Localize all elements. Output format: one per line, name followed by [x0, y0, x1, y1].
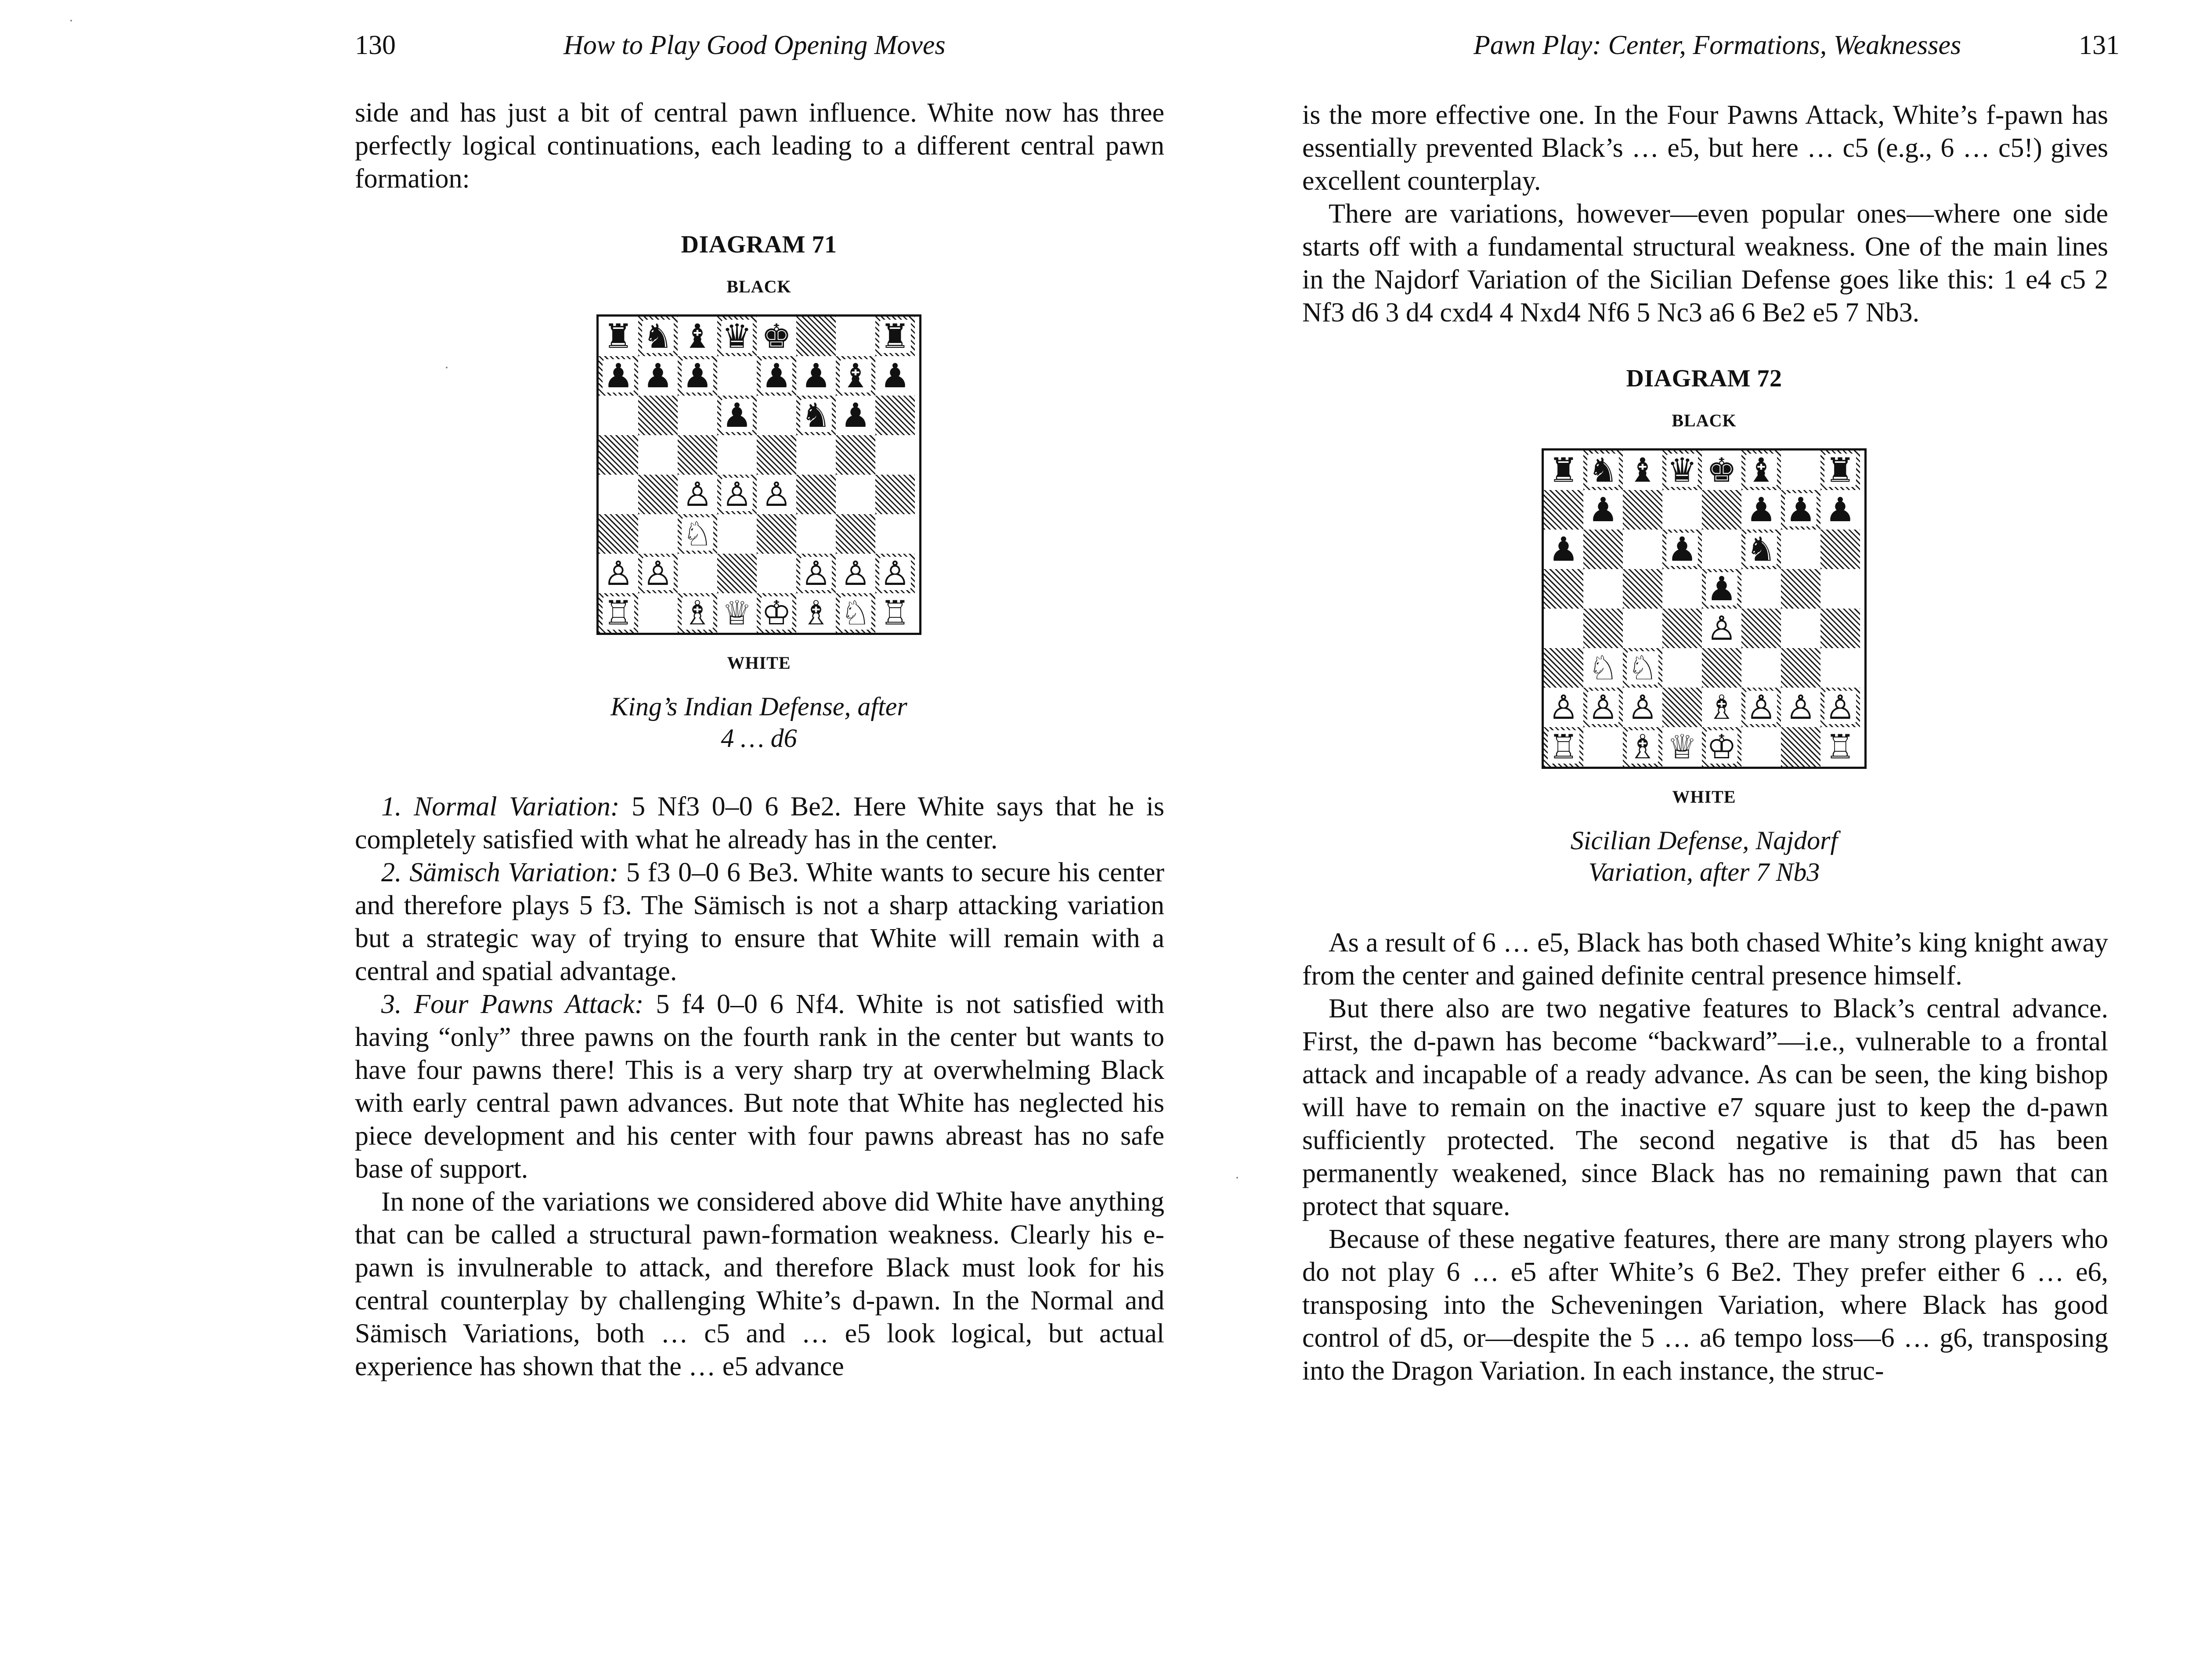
board-square — [1702, 490, 1741, 530]
board-square — [1662, 490, 1702, 530]
board-square — [599, 475, 638, 514]
black-bishop-icon: ♝ — [1746, 451, 1777, 490]
board-square — [1662, 530, 1702, 569]
board-square — [1741, 609, 1781, 648]
white-pawn-icon: ♙ — [840, 554, 871, 593]
body-text-block — [355, 790, 1164, 1383]
board-square — [678, 475, 717, 514]
white-bishop-icon: ♗ — [801, 593, 831, 632]
top-text-block — [1302, 99, 2108, 329]
board-square — [1820, 727, 1860, 767]
black-pawn-icon: ♟ — [880, 356, 910, 395]
board-square — [1781, 530, 1820, 569]
board-square — [1781, 609, 1820, 648]
board-square — [1623, 727, 1662, 767]
white-rook-icon: ♖ — [1825, 727, 1856, 766]
white-knight-icon: ♘ — [840, 593, 871, 632]
item-label: 3. Four Pawns Attack: — [381, 989, 644, 1019]
board-square — [1623, 530, 1662, 569]
black-rook-icon: ♜ — [880, 317, 910, 356]
white-pawn-icon: ♙ — [1588, 688, 1618, 727]
white-rook-icon: ♖ — [1548, 727, 1579, 766]
board-square — [1820, 609, 1860, 648]
board-square — [836, 554, 875, 593]
board-square — [796, 554, 836, 593]
board-square — [796, 593, 836, 633]
board-square — [1741, 451, 1781, 490]
bottom-text-block — [1302, 927, 2108, 1388]
running-head: Pawn Play: Center, Formations, Weaknesses — [1474, 30, 1961, 60]
white-pawn-icon: ♙ — [1706, 609, 1737, 648]
white-king-icon: ♔ — [1706, 727, 1737, 766]
diagram-71 — [596, 231, 921, 754]
diagram-72 — [1542, 364, 1867, 888]
board-square — [638, 554, 678, 593]
board-square — [599, 593, 638, 633]
board-square — [757, 475, 796, 514]
board-square — [1702, 609, 1741, 648]
board-square — [638, 514, 678, 554]
board-square — [678, 554, 717, 593]
item-text: 5 Nf3 0–0 6 Be2. Here White says that he is completely satisfied with what he already has in the center. — [355, 792, 1164, 854]
black-pawn-icon: ♟ — [1746, 490, 1777, 529]
list-item — [355, 856, 1164, 988]
board-square — [757, 514, 796, 554]
board-square — [757, 554, 796, 593]
board-square — [875, 554, 915, 593]
diagram-title: DIAGRAM 72 — [1626, 365, 1782, 392]
black-pawn-icon: ♟ — [722, 396, 752, 435]
board-square — [757, 356, 796, 396]
white-knight-icon: ♘ — [1627, 648, 1658, 687]
caption-line: King’s Indian Defense, after — [610, 692, 907, 721]
board-square — [836, 475, 875, 514]
board-square — [717, 593, 757, 633]
board-square — [757, 593, 796, 633]
board-square — [1583, 490, 1623, 530]
black-knight-icon: ♞ — [1588, 451, 1618, 490]
page-number: 131 — [2079, 30, 2120, 60]
black-knight-icon: ♞ — [643, 317, 673, 356]
scan-speck — [70, 20, 72, 22]
board-square — [1820, 569, 1860, 609]
board-square — [717, 514, 757, 554]
white-pawn-icon: ♙ — [603, 554, 634, 593]
board-square — [1544, 530, 1583, 569]
chess-board — [1542, 448, 1867, 769]
board-square — [1702, 569, 1741, 609]
board-square — [1662, 688, 1702, 727]
board-square — [599, 554, 638, 593]
board-square — [836, 593, 875, 633]
paragraph: There are variations, however—even popular ones—where one side starts off with a fundamental structural weakness. One of the main lines in the Najdorf Variation of the Sicilian Defense goes like this: 1 e4 c5 2 Nf3 d6 3 d4 cxd4 4 Nxd4 Nf6 5 Nc3 a6 6 Be2 e5 7 Nb3. — [1302, 199, 2108, 328]
board-square — [599, 356, 638, 396]
black-pawn-icon: ♟ — [1825, 490, 1856, 529]
white-queen-icon: ♕ — [1667, 727, 1698, 766]
diagram-caption — [596, 691, 921, 754]
item-text: 5 f3 0–0 6 Be3. White wants to secure his center and therefore plays 5 f3. The Sämisch is not a sharp attacking variation but a strategic way of trying to ensure that White will remain with a central and spatial advantage. — [355, 858, 1164, 986]
board-square — [1781, 727, 1820, 767]
caption-line: Sicilian Defense, Najdorf — [1570, 826, 1838, 855]
board-square — [836, 435, 875, 475]
board-square — [836, 356, 875, 396]
board-square — [1781, 569, 1820, 609]
board-square — [1741, 530, 1781, 569]
black-knight-icon: ♞ — [1746, 530, 1777, 569]
board-square — [638, 356, 678, 396]
caption-line: Variation, after 7 Nb3 — [1588, 858, 1820, 887]
board-square — [1544, 688, 1583, 727]
black-bishop-icon: ♝ — [682, 317, 713, 356]
black-pawn-icon: ♟ — [840, 396, 871, 435]
black-pawn-icon: ♟ — [1588, 490, 1618, 529]
board-square — [796, 356, 836, 396]
board-square — [1623, 688, 1662, 727]
white-king-icon: ♔ — [761, 593, 792, 632]
board-square — [1741, 727, 1781, 767]
caption-line: 4 … d6 — [721, 724, 797, 753]
board-square — [678, 514, 717, 554]
board-square — [1583, 451, 1623, 490]
board-square — [1583, 609, 1623, 648]
board-square — [836, 396, 875, 435]
board-square — [1741, 490, 1781, 530]
board-square — [638, 317, 678, 356]
board-square — [1741, 688, 1781, 727]
white-pawn-icon: ♙ — [643, 554, 673, 593]
board-square — [796, 435, 836, 475]
board-square — [717, 356, 757, 396]
board-square — [796, 514, 836, 554]
board-square — [875, 475, 915, 514]
black-pawn-icon: ♟ — [761, 356, 792, 395]
board-square — [1820, 530, 1860, 569]
paragraph: As a result of 6 … e5, Black has both chased White’s king knight away from the center and gained definite central presence himself. — [1302, 928, 2108, 991]
board-square — [638, 475, 678, 514]
item-text: 5 f4 0–0 6 Nf4. White is not satisfied with having “only” three pawns on the fourth rank in the center but wants to have four pawns there! This is a very sharp try at overwhelming Black with early central pawn advances. But note that White has neglected his piece development and his center with four pawns abreast has no safe base of support. — [355, 989, 1164, 1184]
diagram-title: DIAGRAM 71 — [681, 231, 837, 258]
board-square — [599, 317, 638, 356]
board-square — [1702, 727, 1741, 767]
white-pawn-icon: ♙ — [1627, 688, 1658, 727]
board-square — [1781, 451, 1820, 490]
board-square — [1820, 490, 1860, 530]
white-pawn-icon: ♙ — [1746, 688, 1777, 727]
board-square — [678, 396, 717, 435]
board-square — [1623, 648, 1662, 688]
board-square — [717, 435, 757, 475]
board-square — [796, 475, 836, 514]
board-square — [1662, 727, 1702, 767]
board-square — [599, 396, 638, 435]
board-square — [1702, 688, 1741, 727]
board-square — [678, 593, 717, 633]
diagram-caption — [1542, 825, 1867, 888]
white-bishop-icon: ♗ — [1627, 727, 1658, 766]
paragraph: But there also are two negative features to Black’s central advance. First, the d-pawn has become “backward”—i.e., vulnerable to a frontal attack and incapable of a ready advance. As can be seen, the king bishop will have to remain on the inactive e7 square just to keep the d-pawn sufficiently protected. The second negative is that d5 has been permanently weakened, since Black has no remaining pawn that can protect that square. — [1302, 994, 2108, 1221]
paragraph: is the more effective one. In the Four Pawns Attack, White’s f-pawn has essentially prevented Black’s … e5, but here … c5 (e.g., 6 … c5!) gives excellent counterplay. — [1302, 100, 2108, 196]
black-bishop-icon: ♝ — [840, 356, 871, 395]
board-square — [678, 435, 717, 475]
board-square — [1741, 569, 1781, 609]
white-pawn-icon: ♙ — [1548, 688, 1579, 727]
board-square — [836, 514, 875, 554]
closing-paragraph: In none of the variations we considered above did White have anything that can be called a structural pawn-formation weakness. Clearly his e-pawn is invulnerable to attack, and therefore Black must look for his central counterplay by challenging White’s d-pawn. In the Normal and Sämisch Variations, both … c5 and … e5 look logical, but actual experience has shown that the … e5 advance — [355, 1187, 1164, 1381]
diagram-bottom-label: WHITE — [1672, 787, 1736, 807]
black-rook-icon: ♜ — [1548, 451, 1579, 490]
board-square — [1544, 451, 1583, 490]
board-square — [1623, 451, 1662, 490]
white-bishop-icon: ♗ — [682, 593, 713, 632]
board-square — [638, 593, 678, 633]
black-rook-icon: ♜ — [603, 317, 634, 356]
scan-speck — [446, 367, 448, 368]
board-square — [1781, 490, 1820, 530]
black-pawn-icon: ♟ — [1667, 530, 1698, 569]
board-square — [1781, 688, 1820, 727]
board-square — [1702, 451, 1741, 490]
board-square — [1702, 530, 1741, 569]
black-king-icon: ♚ — [761, 317, 792, 356]
board-square — [1662, 648, 1702, 688]
board-square — [638, 435, 678, 475]
board-square — [1544, 609, 1583, 648]
board-square — [1662, 609, 1702, 648]
white-knight-icon: ♘ — [1588, 648, 1618, 687]
black-queen-icon: ♛ — [1667, 451, 1698, 490]
board-square — [678, 356, 717, 396]
board-square — [1741, 648, 1781, 688]
white-pawn-icon: ♙ — [761, 475, 792, 514]
black-pawn-icon: ♟ — [1785, 490, 1816, 529]
board-square — [1583, 569, 1623, 609]
board-square — [1662, 569, 1702, 609]
black-pawn-icon: ♟ — [1548, 530, 1579, 569]
black-pawn-icon: ♟ — [801, 356, 831, 395]
board-square — [1623, 490, 1662, 530]
board-square — [1583, 648, 1623, 688]
diagram-top-label: BLACK — [1672, 411, 1737, 430]
board-square — [1820, 451, 1860, 490]
black-pawn-icon: ♟ — [682, 356, 713, 395]
white-pawn-icon: ♙ — [880, 554, 910, 593]
item-label: 1. Normal Variation: — [381, 792, 620, 822]
board-square — [875, 396, 915, 435]
white-rook-icon: ♖ — [603, 593, 634, 632]
board-square — [1544, 569, 1583, 609]
white-pawn-icon: ♙ — [801, 554, 831, 593]
white-bishop-icon: ♗ — [1706, 688, 1737, 727]
board-square — [1544, 648, 1583, 688]
board-square — [717, 554, 757, 593]
board-square — [875, 317, 915, 356]
board-square — [717, 475, 757, 514]
item-label: 2. Sämisch Variation: — [381, 858, 619, 887]
board-square — [638, 396, 678, 435]
board-square — [1820, 688, 1860, 727]
list-item — [355, 988, 1164, 1186]
intro-paragraph-block — [355, 97, 1164, 195]
board-square — [757, 317, 796, 356]
board-square — [1702, 648, 1741, 688]
white-queen-icon: ♕ — [722, 593, 752, 632]
black-bishop-icon: ♝ — [1627, 451, 1658, 490]
board-square — [1583, 688, 1623, 727]
board-square — [757, 396, 796, 435]
board-square — [875, 356, 915, 396]
black-king-icon: ♚ — [1706, 451, 1737, 490]
black-rook-icon: ♜ — [1825, 451, 1856, 490]
board-square — [717, 396, 757, 435]
board-square — [1820, 648, 1860, 688]
board-square — [599, 435, 638, 475]
board-square — [1781, 648, 1820, 688]
board-square — [1544, 727, 1583, 767]
board-square — [836, 317, 875, 356]
page-number: 130 — [355, 30, 396, 60]
board-square — [1623, 609, 1662, 648]
board-square — [875, 435, 915, 475]
board-square — [1583, 727, 1623, 767]
paragraph: Because of these negative features, there are many strong players who do not play 6 … e5 after White’s 6 Be2. They prefer either 6 … e6, transposing into the Scheveningen Variation, where Black has good control of d5, or—despite the 5 … a6 tempo loss—6 … g6, transposing into the Dragon Variation. In each instance, the struc- — [1302, 1224, 2108, 1386]
board-square — [875, 593, 915, 633]
board-square — [1662, 451, 1702, 490]
black-pawn-icon: ♟ — [603, 356, 634, 395]
chess-board — [596, 314, 921, 635]
board-square — [1544, 490, 1583, 530]
black-pawn-icon: ♟ — [1706, 569, 1737, 608]
black-queen-icon: ♛ — [722, 317, 752, 356]
white-pawn-icon: ♙ — [1785, 688, 1816, 727]
black-knight-icon: ♞ — [801, 396, 831, 435]
diagram-bottom-label: WHITE — [727, 653, 791, 673]
white-pawn-icon: ♙ — [682, 475, 713, 514]
white-rook-icon: ♖ — [880, 593, 910, 632]
board-square — [757, 435, 796, 475]
board-square — [1623, 569, 1662, 609]
white-pawn-icon: ♙ — [722, 475, 752, 514]
list-item — [355, 790, 1164, 856]
board-square — [678, 317, 717, 356]
board-square — [1583, 530, 1623, 569]
board-square — [796, 317, 836, 356]
board-square — [796, 396, 836, 435]
board-square — [875, 514, 915, 554]
board-square — [717, 317, 757, 356]
white-knight-icon: ♘ — [682, 514, 713, 553]
white-pawn-icon: ♙ — [1825, 688, 1856, 727]
running-head: How to Play Good Opening Moves — [563, 30, 946, 60]
scan-speck — [1236, 1177, 1238, 1179]
black-pawn-icon: ♟ — [643, 356, 673, 395]
diagram-top-label: BLACK — [726, 277, 791, 296]
right-page — [1155, 0, 2196, 1680]
intro-paragraph: side and has just a bit of central pawn influence. White now has three perfectly logical continuations, each leading to a different central pawn formation: — [355, 98, 1164, 194]
board-square — [599, 514, 638, 554]
